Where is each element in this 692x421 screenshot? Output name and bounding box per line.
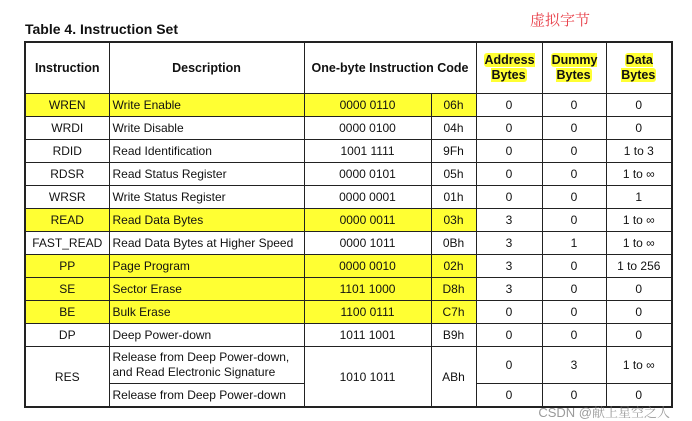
cell-hex: 02h (431, 255, 476, 278)
cell-ins: WRSR (25, 186, 109, 209)
cell-ins: RES (25, 347, 109, 408)
header-address: Address Bytes (476, 42, 542, 94)
header-dummy: Dummy Bytes (542, 42, 606, 94)
cell-dummy: 0 (542, 117, 606, 140)
header-code: One-byte Instruction Code (304, 42, 476, 94)
cell-dummy: 0 (542, 384, 606, 408)
cell-hex: 03h (431, 209, 476, 232)
header-instruction: Instruction (25, 42, 109, 94)
header-data: Data Bytes (606, 42, 672, 94)
cell-data: 0 (606, 117, 672, 140)
cell-dummy: 0 (542, 324, 606, 347)
cell-addr: 3 (476, 255, 542, 278)
cell-data: 1 (606, 186, 672, 209)
cell-addr: 0 (476, 301, 542, 324)
table-row (25, 278, 672, 301)
cell-addr: 3 (476, 278, 542, 301)
cell-hex: C7h (431, 301, 476, 324)
cell-dummy: 0 (542, 140, 606, 163)
table-row (25, 232, 672, 255)
cell-desc: Write Status Register (109, 186, 304, 209)
watermark: CSDN @献上星空之人 (538, 405, 670, 420)
cell-dummy: 0 (542, 94, 606, 117)
cell-data: 0 (606, 278, 672, 301)
cell-bin: 0000 0110 (304, 94, 431, 117)
cell-hex: D8h (431, 278, 476, 301)
cell-bin: 0000 0100 (304, 117, 431, 140)
cell-bin: 0000 0101 (304, 163, 431, 186)
cell-data: 1 to ∞ (606, 209, 672, 232)
cell-ins: SE (25, 278, 109, 301)
cell-desc: Read Identification (109, 140, 304, 163)
cell-bin: 1101 1000 (304, 278, 431, 301)
cell-hex: 06h (431, 94, 476, 117)
cell-desc: Deep Power-down (109, 324, 304, 347)
cell-ins: RDSR (25, 163, 109, 186)
cell-bin: 1001 1111 (304, 140, 431, 163)
cell-hex: 0Bh (431, 232, 476, 255)
cell-addr: 0 (476, 347, 542, 384)
table-row (25, 324, 672, 347)
cell-hex: ABh (431, 347, 476, 408)
cell-desc: Sector Erase (109, 278, 304, 301)
handwritten-annotation: 虚拟字节 (530, 11, 591, 29)
cell-bin: 1011 1001 (304, 324, 431, 347)
cell-desc: Write Disable (109, 117, 304, 140)
cell-dummy: 0 (542, 255, 606, 278)
cell-addr: 3 (476, 209, 542, 232)
cell-addr: 0 (476, 140, 542, 163)
cell-data: 1 to ∞ (606, 163, 672, 186)
cell-data: 1 to 256 (606, 255, 672, 278)
cell-bin: 0000 0011 (304, 209, 431, 232)
table-row-res (25, 347, 672, 384)
table-row (25, 117, 672, 140)
cell-desc: Write Enable (109, 94, 304, 117)
cell-hex: 05h (431, 163, 476, 186)
cell-dummy: 0 (542, 209, 606, 232)
cell-ins: READ (25, 209, 109, 232)
cell-desc: Release from Deep Power-down (109, 384, 304, 408)
cell-ins: BE (25, 301, 109, 324)
cell-dummy: 3 (542, 347, 606, 384)
cell-addr: 0 (476, 163, 542, 186)
cell-addr: 3 (476, 232, 542, 255)
table-row (25, 209, 672, 232)
cell-addr: 0 (476, 384, 542, 408)
cell-desc: Read Status Register (109, 163, 304, 186)
table-row (25, 94, 672, 117)
cell-addr: 0 (476, 186, 542, 209)
cell-data: 0 (606, 94, 672, 117)
cell-hex: 04h (431, 117, 476, 140)
cell-bin: 0000 0010 (304, 255, 431, 278)
cell-data: 1 to ∞ (606, 232, 672, 255)
cell-desc: Read Data Bytes at Higher Speed (109, 232, 304, 255)
cell-addr: 0 (476, 117, 542, 140)
cell-bin: 0000 1011 (304, 232, 431, 255)
table-row (25, 140, 672, 163)
table-title: Table 4. Instruction Set (25, 21, 178, 37)
cell-desc: Release from Deep Power-down, and Read Electronic Signature (109, 347, 304, 384)
cell-dummy: 0 (542, 186, 606, 209)
header-description: Description (109, 42, 304, 94)
cell-data: 0 (606, 301, 672, 324)
cell-bin: 1100 0111 (304, 301, 431, 324)
cell-desc: Page Program (109, 255, 304, 278)
cell-data: 1 to ∞ (606, 347, 672, 384)
instruction-set-table (24, 41, 673, 408)
cell-data: 0 (606, 324, 672, 347)
cell-dummy: 0 (542, 278, 606, 301)
cell-dummy: 0 (542, 301, 606, 324)
cell-addr: 0 (476, 94, 542, 117)
cell-data: 0 (606, 384, 672, 408)
table-row (25, 163, 672, 186)
cell-ins: WREN (25, 94, 109, 117)
cell-hex: 01h (431, 186, 476, 209)
table-row (25, 301, 672, 324)
cell-addr: 0 (476, 324, 542, 347)
cell-ins: DP (25, 324, 109, 347)
cell-ins: RDID (25, 140, 109, 163)
cell-bin: 0000 0001 (304, 186, 431, 209)
cell-dummy: 0 (542, 163, 606, 186)
cell-desc: Bulk Erase (109, 301, 304, 324)
cell-bin: 1010 1011 (304, 347, 431, 408)
cell-hex: 9Fh (431, 140, 476, 163)
cell-ins: PP (25, 255, 109, 278)
table-row (25, 255, 672, 278)
cell-ins: WRDI (25, 117, 109, 140)
table-row (25, 186, 672, 209)
cell-dummy: 1 (542, 232, 606, 255)
cell-data: 1 to 3 (606, 140, 672, 163)
cell-hex: B9h (431, 324, 476, 347)
cell-ins: FAST_READ (25, 232, 109, 255)
cell-desc: Read Data Bytes (109, 209, 304, 232)
